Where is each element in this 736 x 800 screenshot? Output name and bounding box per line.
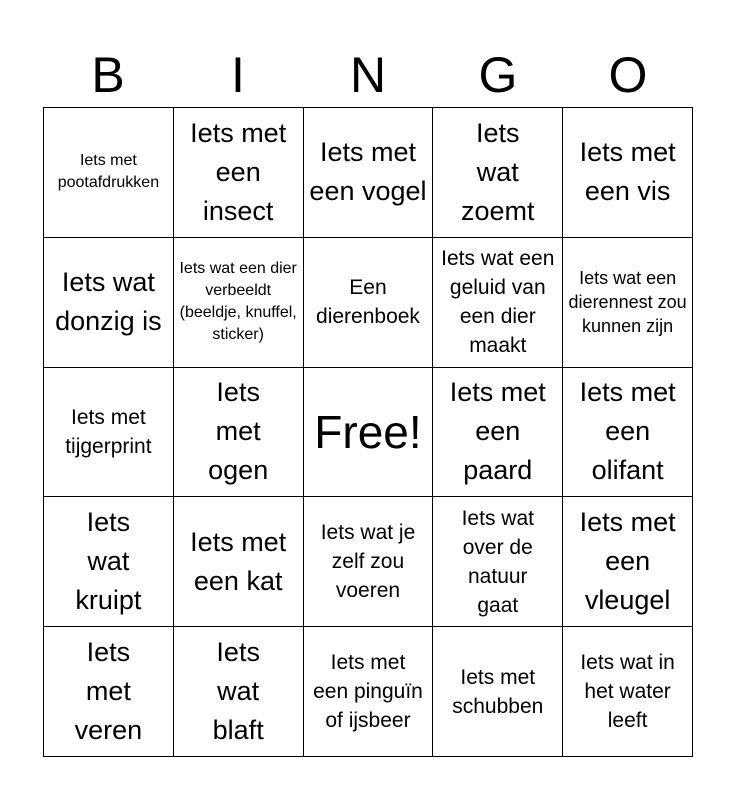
bingo-cell[interactable] [174,108,304,238]
cell-text: Iets wat in het water leeft [580,651,675,733]
header-letter-g: G [478,47,518,103]
cell-text: Iets met veren [74,637,143,746]
bingo-cell[interactable] [44,108,174,238]
bingo-cell[interactable] [433,368,563,498]
cell-text: Iets wat een dier verbeeldt (beeldje, knuffel, sticker) [179,260,297,344]
cell-text: Iets met ogen [208,377,269,486]
free-cell-text: Free! [314,405,422,458]
bingo-cell[interactable] [433,108,563,238]
bingo-cell[interactable] [174,627,304,757]
free-cell[interactable] [304,368,434,498]
header-letter-n: N [349,47,387,103]
cell-text: Iets met een olifant [579,377,676,486]
bingo-cell[interactable] [563,108,693,238]
header-letter-b: B [91,47,125,103]
header-letter-o: O [608,47,648,103]
cell-text: Iets wat over de natuur gaat [461,506,534,617]
bingo-cell[interactable] [563,497,693,627]
bingo-cell[interactable] [304,238,434,368]
cell-text: Iets met een vleugel [579,507,676,616]
cell-text: Iets wat donzig is [55,267,162,337]
cell-text: Iets met een vis [579,137,676,207]
bingo-cell[interactable] [44,368,174,498]
bingo-cell[interactable] [174,368,304,498]
cell-text: Iets met een pinguïn of ijsbeer [313,651,423,733]
bingo-cell[interactable] [433,238,563,368]
cell-text: Iets wat een dierennest zou kunnen zijn [568,268,687,337]
cell-text: Iets met een paard [449,377,546,486]
cell-text: Iets wat je zelf zou voeren [320,521,416,603]
cell-text: Iets wat zoemt [461,117,535,226]
cell-text: Iets met pootafdrukken [57,152,160,192]
cell-text: Iets met een vogel [309,137,427,207]
bingo-cell[interactable] [44,627,174,757]
bingo-cell[interactable] [304,627,434,757]
bingo-cell[interactable] [563,238,693,368]
cell-text: Iets wat kruipt [75,507,142,616]
cell-text: Iets met tijgerprint [65,405,152,458]
cell-text: Een dierenboek [316,276,420,329]
bingo-cell[interactable] [563,368,693,498]
cell-text: Iets met een insect [190,117,287,226]
bingo-cell[interactable] [44,238,174,368]
cell-text: Iets met een kat [190,526,287,596]
bingo-cell[interactable] [174,238,304,368]
bingo-header [43,44,693,106]
cell-text: Iets met schubben [452,665,544,718]
bingo-grid [43,107,693,757]
cell-text: Iets wat een geluid van een dier maakt [441,247,555,358]
bingo-cell[interactable] [433,627,563,757]
bingo-cell[interactable] [304,497,434,627]
bingo-cell[interactable] [563,627,693,757]
bingo-cell[interactable] [174,497,304,627]
cell-text: Iets wat blaft [212,637,264,746]
bingo-cell[interactable] [433,497,563,627]
bingo-cell[interactable] [44,497,174,627]
bingo-cell[interactable] [304,108,434,238]
header-letter-i: I [231,47,245,103]
